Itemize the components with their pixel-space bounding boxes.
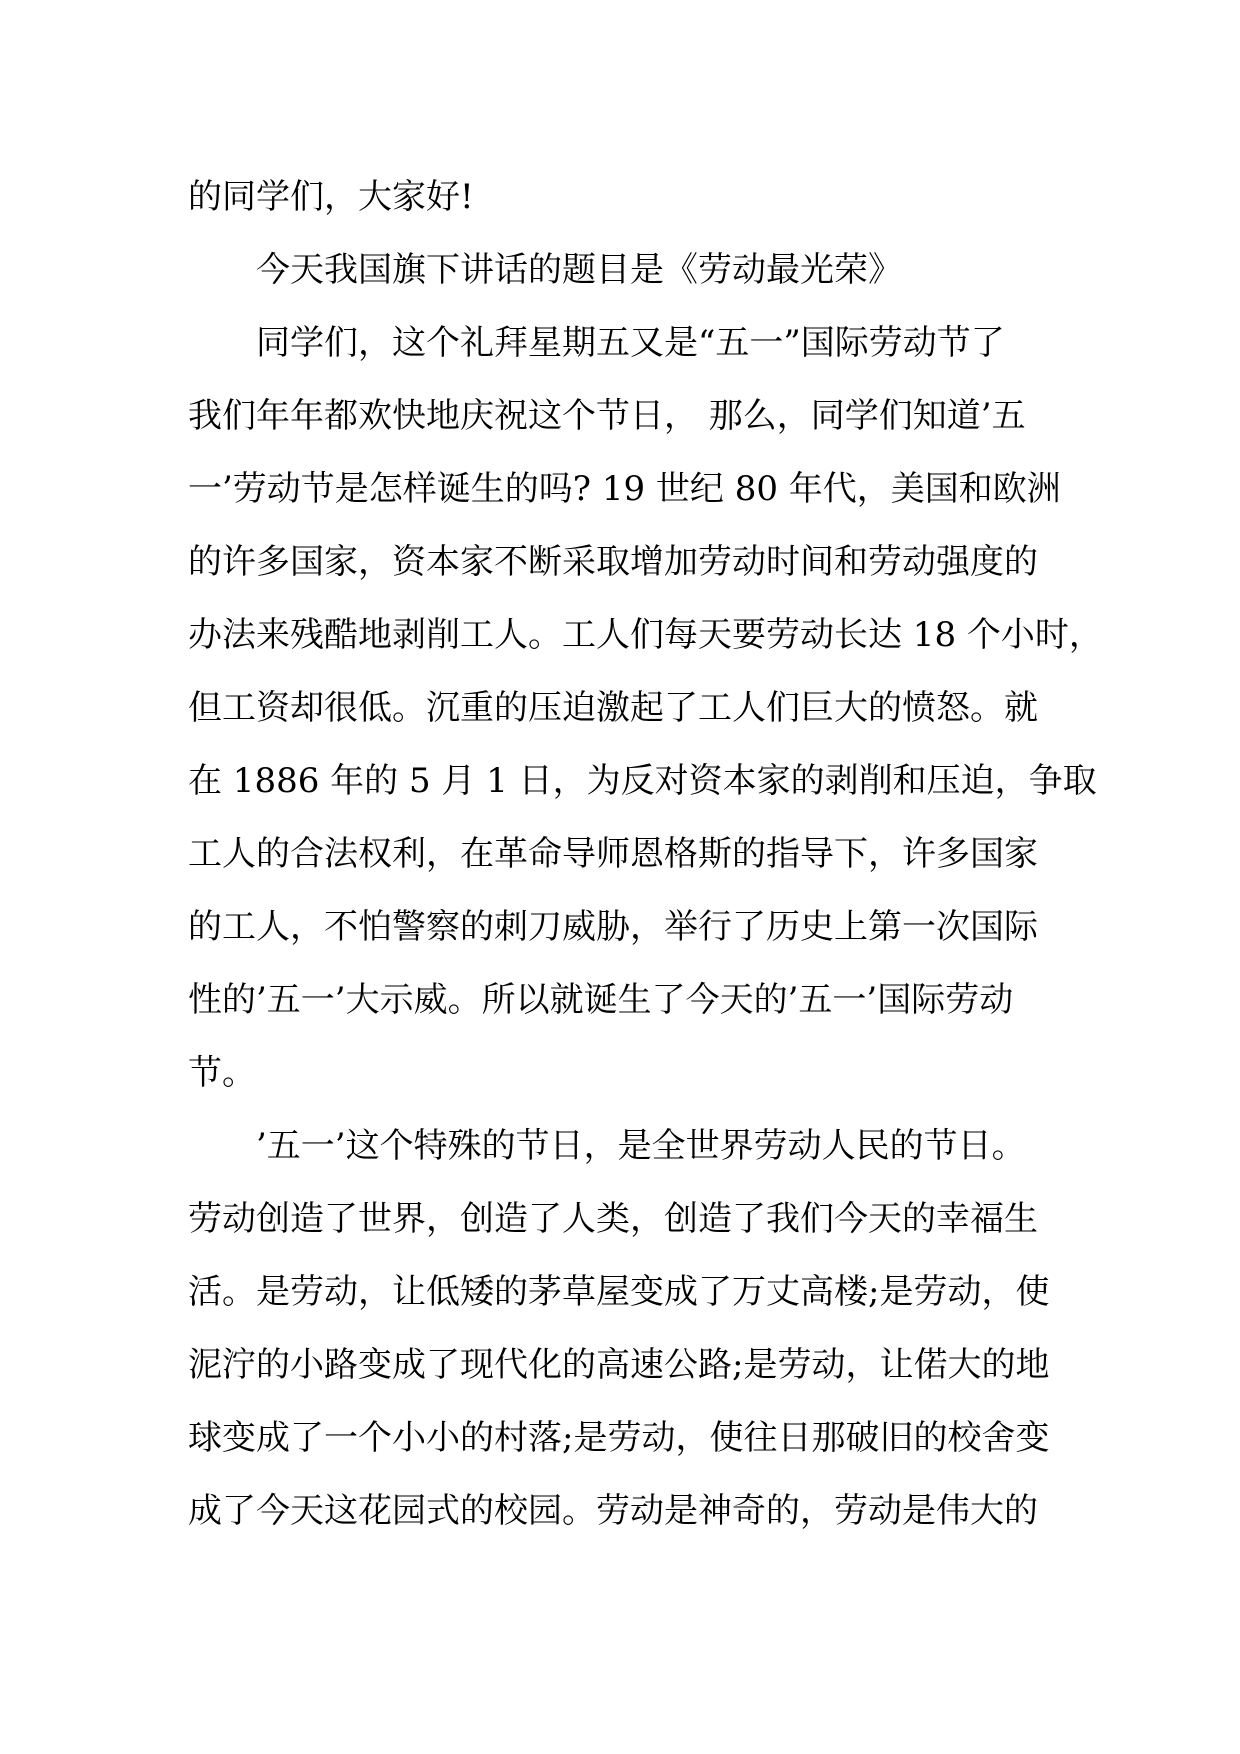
- text-line: 我们年年都欢快地庆祝这个节日， 那么，同学们知道’五: [188, 396, 1026, 436]
- speech-body: [188, 166, 1103, 1553]
- text-line: 劳动创造了世界，创造了人类，创造了我们今天的幸福生: [188, 1199, 1038, 1239]
- text-line: 性的’五一’大示威。所以就诞生了今天的’五一’国际劳动: [188, 980, 1014, 1020]
- text-line: 泥泞的小路变成了现代化的高速公路;是劳动，让偌大的地: [188, 1345, 1050, 1385]
- text-line: 活。是劳动，让低矮的茅草屋变成了万丈高楼;是劳动，使: [188, 1272, 1050, 1312]
- paragraph-start-line: 同学们，这个礼拜星期五又是“五一”国际劳动节了: [256, 323, 1005, 363]
- text-line: 但工资却很低。沉重的压迫激起了工人们巨大的愤怒。就: [188, 688, 1038, 728]
- text-line: 的许多国家，资本家不断采取增加劳动时间和劳动强度的: [188, 542, 1038, 582]
- text-line: 成了今天这花园式的校园。劳动是神奇的，劳动是伟大的: [188, 1491, 1038, 1531]
- text-line: 办法来残酷地剥削工人。工人们每天要劳动长达 18 个小时，: [188, 615, 1103, 655]
- text-line: 节。: [188, 1053, 256, 1093]
- text-line: 的同学们，大家好!: [188, 177, 474, 217]
- text-line: 工人的合法权利，在革命导师恩格斯的指导下，许多国家: [188, 834, 1038, 874]
- text-line: 一’劳动节是怎样诞生的吗? 19 世纪 80 年代，美国和欧洲: [188, 469, 1061, 509]
- speech-title-line: 今天我国旗下讲话的题目是《劳动最光荣》: [256, 250, 902, 290]
- text-line: 的工人，不怕警察的刺刀威胁，举行了历史上第一次国际: [188, 907, 1038, 947]
- text-line: 球变成了一个小小的村落;是劳动，使往日那破旧的校舍变: [188, 1418, 1050, 1458]
- paragraph-start-line: ’五一’这个特殊的节日，是全世界劳动人民的节日。: [256, 1126, 1026, 1166]
- text-line: 在 1886 年的 5 月 1 日，为反对资本家的剥削和压迫，争取: [188, 761, 1097, 801]
